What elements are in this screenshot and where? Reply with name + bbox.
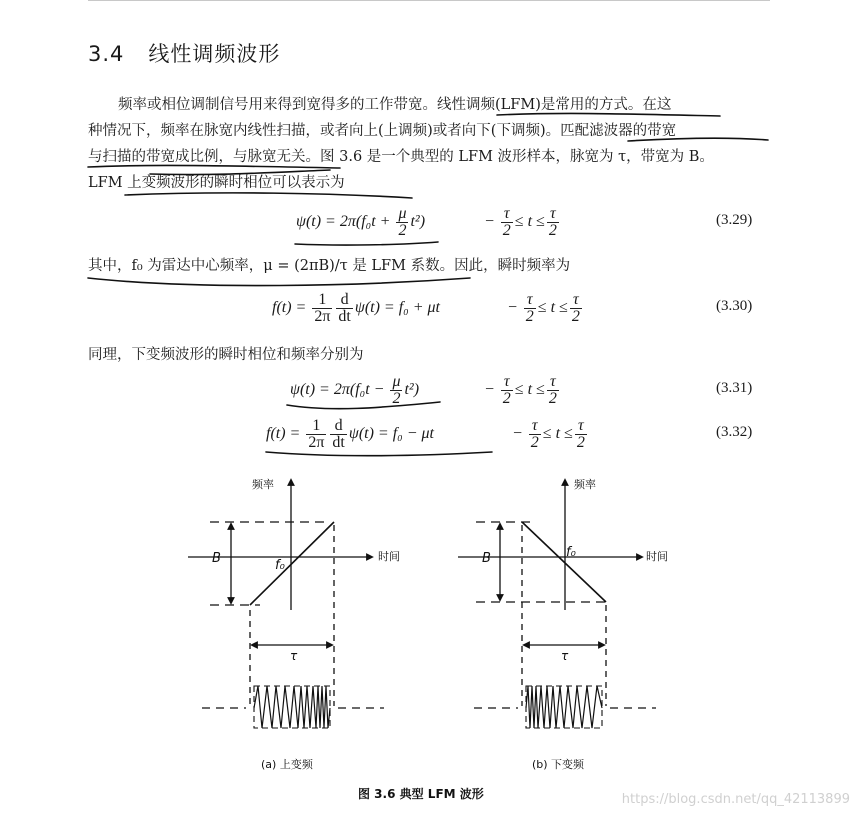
equation-3-32-range: − $\frac{\tau}{2}$ ≤ t ≤ $\frac{\tau}{2}$	[512, 417, 585, 451]
equation-number-3-30: (3.30)	[716, 298, 753, 314]
paragraph-1-line-2: 种情况下，频率在脉宽内线性扫描，或者向上(上调频)或者向下(下调频)。匹配滤波器的带宽	[88, 123, 677, 139]
left-chirp-waveform	[254, 686, 330, 728]
left-y-axis-label: 频率	[252, 478, 274, 491]
equation-number-3-29: (3.29)	[716, 212, 753, 228]
underline-matched-filter	[628, 138, 768, 141]
section-title: 线性调频波形	[148, 42, 281, 66]
equation-3-29: ψ(t) = 2π(f₀t + $\frac{\mu}{2}$ t²)	[296, 205, 426, 239]
lfm-figure	[0, 470, 860, 815]
right-center-freq-label: f₀	[566, 545, 576, 560]
right-panel-down-chirp	[458, 482, 656, 728]
left-chirp-line	[250, 522, 334, 605]
figure-caption: 图 3.6 典型 LFM 波形	[358, 787, 484, 801]
paragraph-3: 同理，下变频波形的瞬时相位和频率分别为	[88, 347, 364, 363]
underline-phase	[125, 193, 412, 198]
section-number: 3.4	[88, 42, 125, 66]
right-chirp-line	[522, 522, 606, 602]
underline-proportional-b	[150, 170, 330, 175]
equation-3-29-range: − $\frac{\tau}{2}$ ≤ t ≤ $\frac{\tau}{2}$	[484, 205, 557, 239]
equation-3-31: ψ(t) = 2π(f₀t − $\frac{\mu}{2}$ t²)	[290, 373, 420, 407]
right-y-axis-label: 频率	[574, 478, 596, 491]
right-tau-label: τ	[561, 649, 569, 663]
left-bandwidth-label: B	[212, 551, 221, 566]
underline-eq-329	[295, 242, 438, 245]
right-chirp-waveform	[526, 686, 602, 728]
paragraph-1-line-1: 频率或相位调制信号用来得到宽得多的工作带宽。线性调频(LFM)是常用的方式。在这	[118, 97, 672, 113]
left-panel-labels	[212, 477, 400, 771]
equation-number-3-32: (3.32)	[716, 424, 753, 440]
paragraph-1-line-3: 与扫描的带宽成比例，与脉宽无关。图 3.6 是一个典型的 LFM 波形样本，脉宽为 τ，带宽为 B。	[88, 149, 714, 165]
underline-eq-331	[287, 402, 440, 409]
right-sublabel: (b) 下变频	[532, 758, 585, 771]
right-x-axis-label: 时间	[646, 550, 668, 563]
underline-eq-332	[266, 452, 492, 456]
paragraph-2: 其中，f₀ 为雷达中心频率，μ = (2πB)/τ 是 LFM 系数。因此，瞬时频率为	[88, 258, 571, 274]
equation-3-30: f(t) = $\frac{1}{2\pi}$ $\frac{d}{dt}$ ψ(t) = f₀ + μt	[272, 291, 440, 325]
equation-number-3-31: (3.31)	[716, 380, 753, 396]
underline-lfm-common	[497, 113, 720, 116]
right-bandwidth-label: B	[482, 551, 491, 566]
equation-3-30-range: − $\frac{\tau}{2}$ ≤ t ≤ $\frac{\tau}{2}$	[507, 291, 580, 325]
paragraph-1-line-4: LFM 上变频波形的瞬时相位可以表示为	[88, 175, 345, 191]
left-sublabel: (a) 上变频	[261, 758, 313, 771]
left-tau-label: τ	[290, 649, 298, 663]
underline-proportional-a	[88, 165, 340, 168]
equation-3-32: f(t) = $\frac{1}{2\pi}$ $\frac{d}{dt}$ ψ(t) = f₀ − μt	[266, 417, 434, 451]
left-panel-up-chirp	[188, 482, 384, 728]
left-center-freq-label: f₀	[275, 558, 285, 573]
equation-3-31-range: − $\frac{\tau}{2}$ ≤ t ≤ $\frac{\tau}{2}$	[484, 373, 557, 407]
watermark: https://blog.csdn.net/qq_42113899	[621, 792, 850, 807]
left-x-axis-label: 时间	[378, 550, 400, 563]
right-panel-labels	[482, 477, 668, 771]
underline-center-freq	[88, 278, 470, 286]
